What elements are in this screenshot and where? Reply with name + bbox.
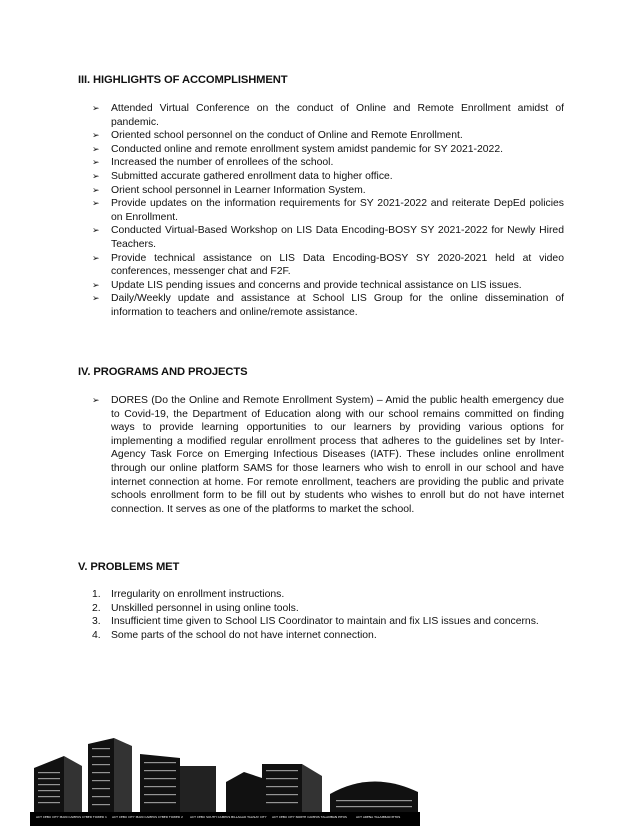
list-item: ➢ Oriented school personnel on the conduct of Online and Remote Enrollment. — [92, 130, 463, 142]
list-item: 3. Insufficient time given to School LIS Coordinator to maintain and fix LIS issues and concerns. — [92, 616, 539, 628]
programs-heading: IV. PROGRAMS AND PROJECTS — [78, 366, 248, 378]
list-item: ➢ Daily/Weekly update and assistance at School LIS Group for the online dissemination of information to teachers and online/remote assistance. — [92, 293, 564, 318]
arrow-bullet-icon: ➢ — [92, 395, 100, 405]
arrow-bullet-icon: ➢ — [92, 130, 100, 141]
list-item: ➢ Provide updates on the information requirements for SY 2021-2022 and reiterate DepEd policies on Enrollment. — [92, 198, 564, 223]
campus-label: ACT CEBU CITY MAIN CAMPUS CYBER TOWER 2 — [112, 815, 183, 819]
arrow-bullet-icon: ➢ — [92, 184, 100, 195]
arrow-bullet-icon: ➢ — [92, 225, 100, 236]
problems-heading: V. PROBLEMS MET — [78, 561, 180, 573]
list-item: ➢ Attended Virtual Conference on the conduct of Online and Remote Enrollment amidst of pandemic. — [92, 103, 564, 128]
list-item: ➢ Orient school personnel in Learner Information System. — [92, 184, 366, 196]
arrow-bullet-icon: ➢ — [92, 198, 100, 209]
arrow-bullet-icon: ➢ — [92, 103, 100, 113]
arrow-bullet-icon: ➢ — [92, 293, 100, 304]
list-item: ➢ Conducted Virtual-Based Workshop on LIS Data Encoding-BOSY SY 2021-2022 for Newly Hired Teachers. — [92, 225, 564, 250]
arrow-bullet-icon: ➢ — [92, 143, 100, 154]
problems-list — [92, 588, 564, 642]
list-item: ➢ Provide technical assistance on LIS Data Encoding-BOSY SY 2020-2021 held at video conferences, messenger chat and F2F. — [92, 252, 564, 278]
list-item: ➢ Conducted online and remote enrollment system amidst pandemic for SY 2021-2022. — [92, 143, 503, 155]
list-item: ➢ Increased the number of enrollees of the school. — [92, 157, 334, 169]
highlights-list — [92, 102, 564, 320]
highlights-heading: III. HIGHLIGHTS OF ACCOMPLISHMENT — [78, 74, 288, 86]
arrow-bullet-icon: ➢ — [92, 157, 100, 168]
arrow-bullet-icon: ➢ — [92, 252, 100, 263]
campus-label: ACT CEBU SOUTH CAMPUS BILLAGAO TALISAY CITY — [190, 815, 267, 819]
list-item: 2. Unskilled personnel in using online tools. — [92, 602, 299, 614]
list-item: 1. Irregularity on enrollment instructions. — [92, 589, 285, 600]
list-item: 4. Some parts of the school do not have internet connection. — [92, 629, 377, 641]
campus-label: ACT ARENA TALAMBAN PITOS — [356, 815, 401, 819]
list-item: ➢ Submitted accurate gathered enrollment data to higher office. — [92, 170, 393, 182]
campus-label: ACT CEBU CITY NORTH CAMPUS TALAMBAN PITOS — [272, 815, 347, 819]
arrow-bullet-icon: ➢ — [92, 170, 100, 181]
campus-buildings-footer-illustration — [30, 736, 420, 826]
programs-list — [92, 394, 564, 516]
arrow-bullet-icon: ➢ — [92, 279, 100, 290]
list-item: ➢ Update LIS pending issues and concerns and provide technical assistance on LIS issues. — [92, 279, 522, 291]
list-item: ➢ DORES (Do the Online and Remote Enrollment System) – Amid the public health emergency due to Covid-19, the Department of Education along with our school remains committed on finding ways to provide learning opportunities to our learners by providing various options for implementing a modified regular enrollment process that adheres to the guidelines set by Inter-Agency Task Force on Emerging Infectious Diseases (IATF). These includes online enrollment through our online platform SAMS for those learners who wish to enroll in our school and have internet connection at home. For remote enrollment, teachers are providing the public and private schools enrollment form to be fill out by students who wishes to enroll but do not have internet connection. It serves as one of the platforms to market the school. — [92, 395, 564, 515]
campus-label: ACT CEBU CITY MAIN CAMPUS CYBER TOWER 1 — [36, 815, 107, 819]
